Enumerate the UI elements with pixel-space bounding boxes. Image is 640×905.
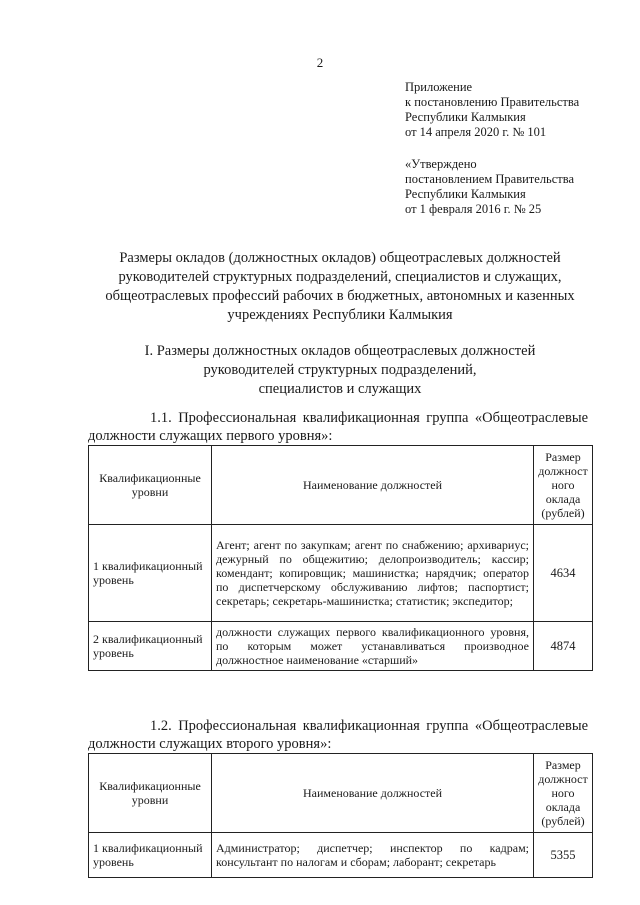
header-qualification-levels: Квалификационные уровни <box>89 446 212 525</box>
positions-cell: должности служащих первого квалификационного уровня, по которым может устанавливаться производное должностное наименование «старший» <box>212 622 534 671</box>
qualification-table-1-1 <box>88 445 593 671</box>
section-title <box>90 342 590 399</box>
approved-line: «Утверждено <box>405 157 477 171</box>
salary-cell: 4874 <box>534 622 593 671</box>
appendix-line: Республики Калмыкия <box>405 110 526 124</box>
positions-cell: Администратор; диспетчер; инспектор по кадрам; консультант по налогам и сборам; лаборант; секретарь <box>212 833 534 878</box>
salary-cell: 4634 <box>534 525 593 622</box>
positions-cell: Агент; агент по закупкам; агент по снабжению; архивариус; дежурный по общежитию; делопроизводитель; кассир; комендант; копировщик; машинистка; нарядчик; оператор по диспетчерскому обслуживанию лифтов; паспортист; секретарь; секретарь-машинистка; статистик; экспедитор; <box>212 525 534 622</box>
section-line: I. Размеры должностных окладов общеотраслевых должностей <box>144 343 536 359</box>
level-cell: 2 квалификационный уровень <box>89 622 212 671</box>
table-row <box>89 525 593 622</box>
appendix-line: Приложение <box>405 80 473 94</box>
title-line: Размеры окладов (должностных окладов) общеотраслевых должностей <box>119 250 561 266</box>
document-title <box>80 249 600 325</box>
header-qualification-levels: Квалификационные уровни <box>89 754 212 833</box>
header-position-names: Наименование должностей <box>212 754 534 833</box>
approved-line: Республики Калмыкия <box>405 187 526 201</box>
appendix-line: к постановлению Правительства <box>405 95 580 109</box>
header-position-names: Наименование должностей <box>212 446 534 525</box>
appendix-line: от 14 апреля 2020 г. № 101 <box>405 125 547 139</box>
group-heading-1-1 <box>88 409 588 445</box>
section-line: руководителей структурных подразделений, <box>203 362 477 378</box>
approval-block <box>405 80 630 217</box>
header-salary: Размер должност ного оклада (рублей) <box>534 446 593 525</box>
approved-line: постановлением Правительства <box>405 172 575 186</box>
group-heading-1-2 <box>88 717 588 753</box>
title-line: общеотраслевых профессий рабочих в бюджетных, автономных и казенных <box>105 288 575 304</box>
table-header-row <box>89 754 593 833</box>
level-cell: 1 квалификационный уровень <box>89 833 212 878</box>
title-line: учреждениях Республики Калмыкия <box>227 307 453 323</box>
table-header-row <box>89 446 593 525</box>
level-cell: 1 квалификационный уровень <box>89 525 212 622</box>
section-line: специалистов и служащих <box>258 381 422 397</box>
approved-line: от 1 февраля 2016 г. № 25 <box>405 202 542 216</box>
header-salary: Размер должност ного оклада (рублей) <box>534 754 593 833</box>
page-number: 2 <box>316 55 324 70</box>
qualification-table-1-2 <box>88 753 593 878</box>
table-row <box>89 833 593 878</box>
table-row <box>89 622 593 671</box>
group-heading-text: 1.2. Профессиональная квалификационная группа «Общеотраслевые должности служащих второго уровня»: <box>88 718 588 752</box>
group-heading-text: 1.1. Профессиональная квалификационная группа «Общеотраслевые должности служащих первого уровня»: <box>88 410 588 444</box>
title-line: руководителей структурных подразделений, специалистов и служащих, <box>118 269 562 285</box>
salary-cell: 5355 <box>534 833 593 878</box>
